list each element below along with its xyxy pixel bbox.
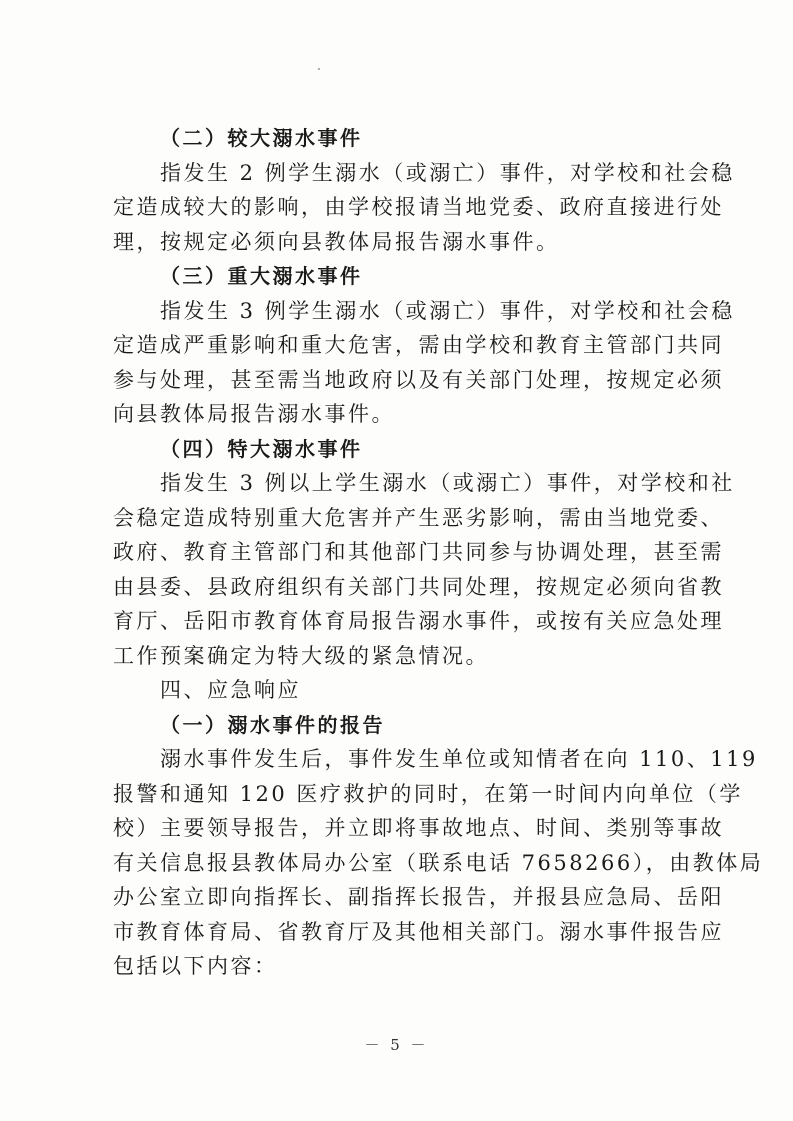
section-heading-serious-drowning: （三）重大溺水事件 — [160, 264, 363, 288]
scan-speck — [318, 68, 320, 70]
paragraph-line: 由县委、县政府组织有关部门共同处理，按规定必须向省教 — [113, 574, 724, 599]
paragraph-line: 定造成严重影响和重大危害，需由学校和教育主管部门共同 — [113, 333, 724, 357]
paragraph-line: 办公室立即向指挥长、副指挥长报告，并报县应急局、岳阳 — [113, 885, 724, 909]
paragraph-line: 指发生 3 例学生溺水（或溺亡）事件，对学校和社会稳 — [160, 298, 735, 323]
paragraph-line: 向县教体局报告溺水事件。 — [113, 402, 395, 426]
section-heading-major-drowning: （二）较大溺水事件 — [160, 126, 363, 150]
document-body — [113, 121, 764, 984]
chapter-heading-emergency-response: 四、应急响应 — [160, 678, 301, 702]
paragraph-line: 会稳定造成特别重大危害并产生恶劣影响，需由当地党委、 — [113, 505, 724, 530]
subsection-heading-drowning-report: （一）溺水事件的报告 — [160, 712, 385, 737]
paragraph-line: 政府、教育主管部门和其他部门共同参与协调处理，甚至需 — [113, 540, 724, 564]
section-heading-extraordinary-drowning: （四）特大溺水事件 — [160, 436, 363, 461]
paragraph-line: 指发生 3 例以上学生溺水（或溺亡）事件，对学校和社 — [160, 471, 735, 495]
paragraph-line: 校）主要领导报告，并立即将事故地点、时间、类别等事故 — [113, 816, 724, 840]
paragraph-line: 有关信息报县教体局办公室（联系电话 7658266），由教体局 — [113, 850, 764, 875]
paragraph-line: 育厅、岳阳市教育体育局报告溺水事件，或按有关应急处理 — [113, 609, 724, 633]
paragraph-line: 包括以下内容： — [113, 954, 278, 978]
paragraph-line: 溺水事件发生后，事件发生单位或知情者在向 110、119 — [160, 747, 758, 771]
paragraph-line: 理，按规定必须向县教体局报告溺水事件。 — [113, 229, 560, 254]
paragraph-line: 定造成较大的影响，由学校报请当地党委、政府直接进行处 — [113, 195, 724, 219]
paragraph-line: 参与处理，甚至需当地政府以及有关部门处理，按规定必须 — [113, 367, 724, 392]
paragraph-line: 市教育体育局、省教育厅及其他相关部门。溺水事件报告应 — [113, 919, 724, 944]
paragraph-line: 报警和通知 120 医疗救护的同时，在第一时间内向单位（学 — [113, 781, 743, 806]
paragraph-line: 工作预案确定为特大级的紧急情况。 — [113, 643, 489, 668]
page-number: － 5 － — [364, 1036, 429, 1054]
paragraph-line: 指发生 2 例学生溺水（或溺亡）事件，对学校和社会稳 — [160, 160, 735, 185]
